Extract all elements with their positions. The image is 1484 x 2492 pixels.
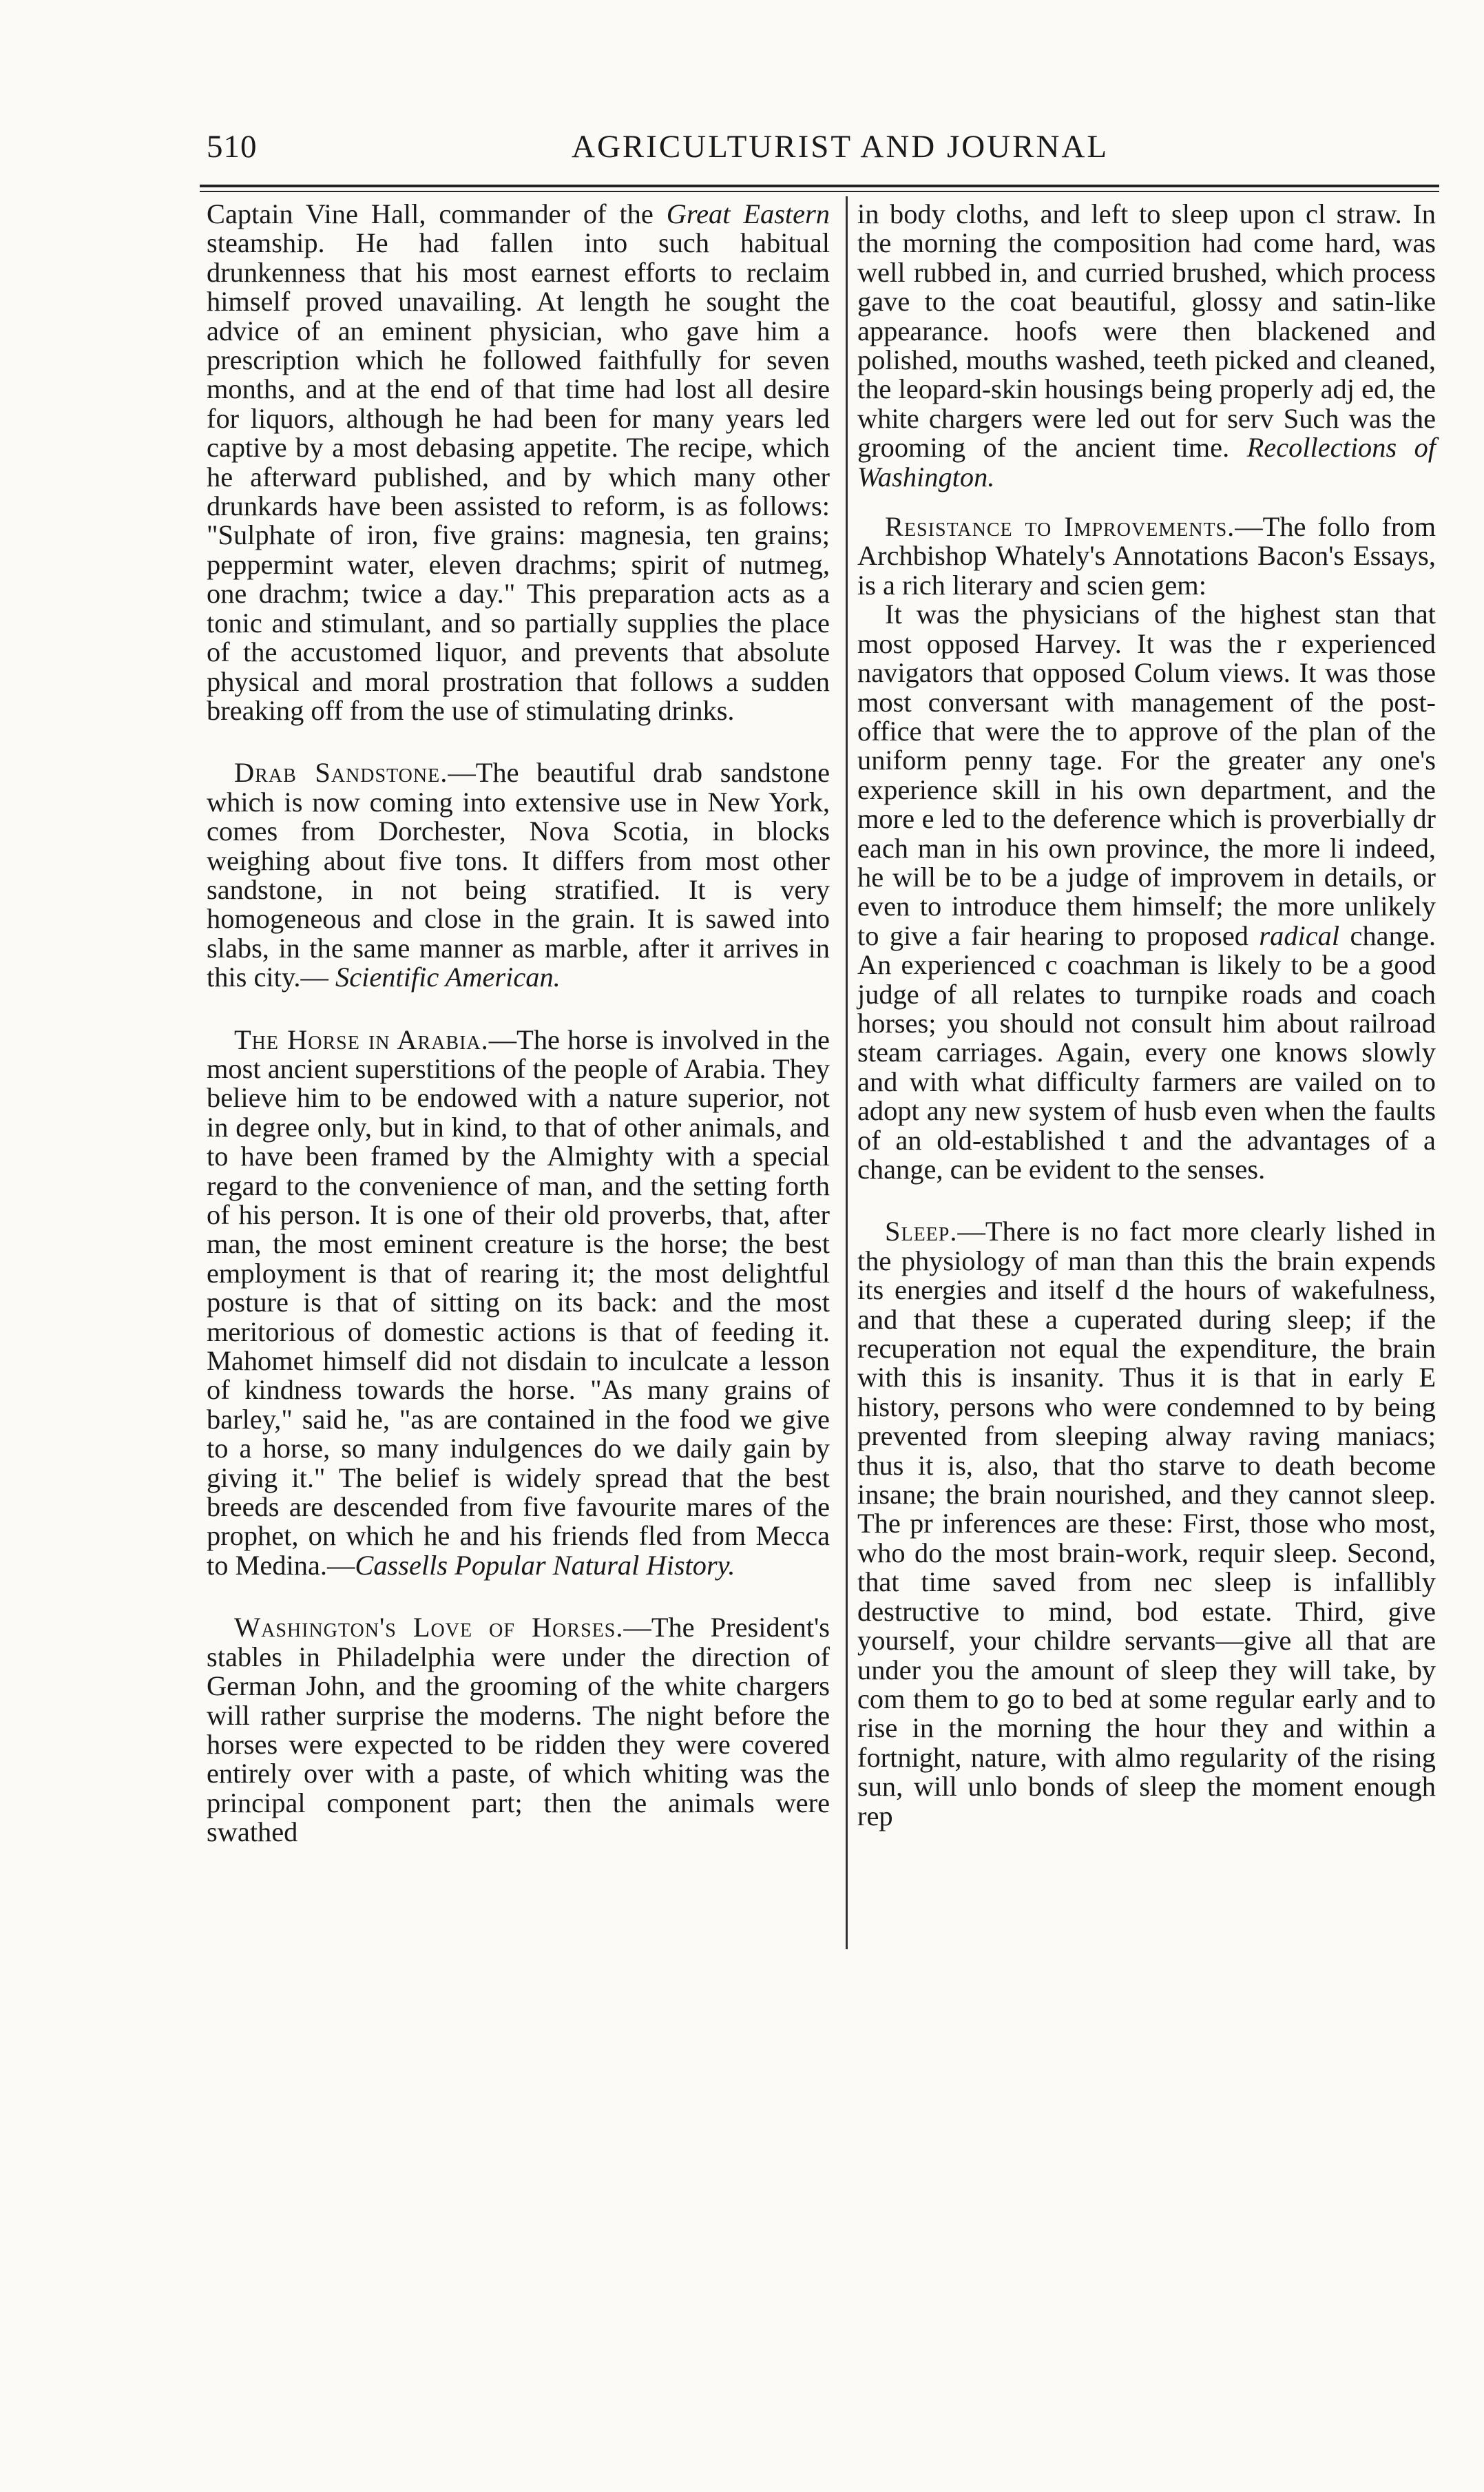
article-source: Recollections of Washington. — [857, 432, 1436, 492]
article-heading: The Horse in Arabia. — [234, 1024, 489, 1055]
article-heading: Resistance to Improvements. — [885, 511, 1235, 543]
article-heading: Sleep. — [885, 1216, 958, 1247]
article-hall-cure: Captain Vine Hall, commander of the Great Eastern steamship. He had fallen into such habitual drunkenness that his most earnest efforts to reclaim himself proved unavailing. At length he sought the advice of an eminent physician, who gave him a prescription which he followed faithfully for seven months, and at the end of that time had lost all desire for liquors, although he had been for many years led captive by a most debasing appetite. The recipe, which he afterward published, and by which many other drunkards have been assisted to reform, is as follows: "Sulphate of iron, five grains: magnesia, ten grains; peppermint water, eleven drachms; spirit of nutmeg, one drachm; twice a day." This preparation acts as a tonic and stimulant, and so partially supplies the place of the accustomed liquor, and prevents that absolute physical and moral prostration that follows a sudden breaking off from the use of stimulating drinks. — [207, 198, 830, 726]
right-column — [857, 200, 1436, 1831]
journal-title: AGRICULTURIST AND JOURNAL — [572, 129, 1109, 165]
article-horse-arabia: The Horse in Arabia.—The horse is involved in the most ancient superstitions of the people of Arabia. They believe him to be endowed with a nature superior, not in degree only, but in kind, to that of other animals, and to have been framed by the Almighty with a special regard to the convenience of man, and the setting forth of his person. It is one of their old proverbs, that, after man, the most eminent creature is the horse; the best employment is that of rearing it; the most delightful posture is that of sitting on its back: and the most meritorious of domestic actions is that of feeding it. Mahomet himself did not disdain to inculcate a lesson of kindness towards the horse. "As many grains of barley," said he, "as are contained in the food we give to a horse, so many indulgences do we daily gain by giving it." The belief is widely spread that the best breeds are descended from five favourite mares of the prophet, on which he and his friends fled from Mecca to Medina.—Cassells Popular Natural History. — [207, 1024, 830, 1581]
article-resistance-improvements: Resistance to Improvements.—The follo from Archbishop Whately's Annotations Bacon's Essays, is a rich literary and scien gem: — [857, 511, 1436, 601]
article-source: Scientific American. — [335, 962, 561, 993]
article-drab-sandstone: Drab Sandstone.—The beautiful drab sandstone which is now coming into extensive use in New York, comes from Dorchester, Nova Scotia, in blocks weighing about five tons. It differs from most other sandstone, in not being stratified. It is very homogeneous and close in the grain. It is sawed into slabs, in the same manner as marble, after it arrives in this city.— Scientific American. — [207, 757, 830, 993]
article-washington-horses-cont: in body cloths, and left to sleep upon cl straw. In the morning the composition had come hard, was well rubbed in, and curried brushed, which process gave to the coat beautiful, glossy and satin-like appearance. hoofs were then blackened and polished, mouths washed, teeth picked and cleaned, the leopard-skin housings being properly adj ed, the white chargers were led out for serv Such was the grooming of the ancient time. Recollections of Washington. — [857, 198, 1436, 492]
page-header — [207, 128, 1439, 176]
page-number: 510 — [207, 129, 258, 165]
article-heading: Washington's Love of Horses. — [234, 1612, 624, 1643]
header-rule-thick — [200, 185, 1439, 187]
left-column — [207, 200, 830, 1847]
column-divider — [846, 196, 848, 1949]
header-rule-thin — [200, 191, 1439, 192]
article-sleep: Sleep.—There is no fact more clearly lished in the physiology of man than this the brain expends its energies and itself d the hours of wakefulness, and that these a cuperated during sleep; if the recuperation not equal the expenditure, the brain with this is insanity. Thus it is that in early E history, persons who were condemned to by being prevented from sleeping alway raving maniacs; thus it is, also, that tho starve to death become insane; the brain nourished, and they cannot sleep. The pr inferences are these: First, those who most, who do the most brain-work, requir sleep. Second, that time saved from nec sleep is infallibly destructive to mind, bod estate. Third, give yourself, your childre servants—give all that are under you the amount of sleep they will take, by com them to go to bed at some regular early and to rise in the morning the hour they and within a fortnight, nature, with almo regularity of the rising sun, will unlo bonds of sleep the moment enough rep — [857, 1216, 1436, 1831]
article-resistance-quote: It was the physicians of the highest stan that most opposed Harvey. It was the r experienced navigators that opposed Colum views. It was those most conversant with management of the post-office that were the to approve of the plan of the uniform penny tage. For the greater any one's experience skill in his own department, and the more e led to the deference which is proverbially dr each man in his own province, the more li indeed, he will be to be a judge of improvem in details, or even to introduce them himself; the more unlikely to give a fair hearing to proposed radical change. An experienced c coachman is likely to be a good judge of all relates to turnpike roads and coach horses; you should not consult him about railroad steam carriages. Again, every one knows slowly and with what difficulty farmers are vailed on to adopt any new system of husb even when the faults of an old-established t and the advantages of a change, can be evident to the senses. — [857, 599, 1436, 1185]
article-washington-horses: Washington's Love of Horses.—The President's stables in Philadelphia were under the direction of German John, and the grooming of the white chargers will rather surprise the moderns. The night before the horses were expected to be ridden they were covered entirely over with a paste, of which whiting was the principal component part; then the animals were swathed — [207, 1612, 830, 1848]
article-source: Cassells Popular Natural History. — [355, 1549, 735, 1581]
article-heading: Drab Sandstone. — [234, 757, 448, 789]
